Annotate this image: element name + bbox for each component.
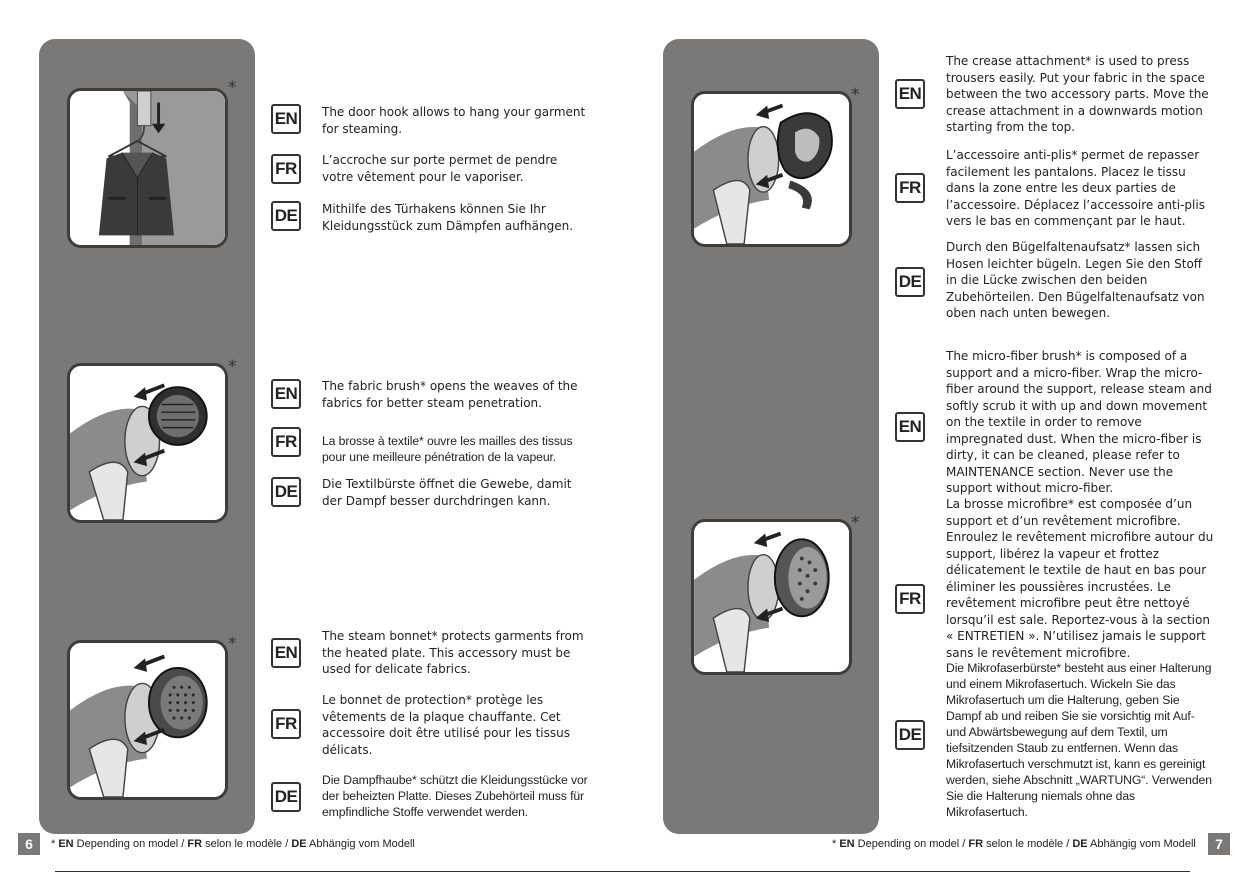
- door-hook-icon: [70, 91, 225, 245]
- steam-bonnet-illustration: [67, 640, 228, 800]
- lang-badge-en: EN: [271, 379, 301, 409]
- micro-fiber-brush-text-de: Die Mikrofaserbürste* besteht aus einer Halterung und einem Mikrofasertuch. Wickeln Sie das Mikrofasertuch um die Halterung, geben Sie Dampf ab und reiben Sie sie vorsichtig mit Auf- und Abwärtsbewegung auf dem Textil, um tiefsitzenden Staub zu entfernen. Wenn das Mikrofasertuch verschmutzt ist, kann es gereinigt werden, siehe Abschnitt „WARTUNG“. Verwenden Sie die Halterung niemals ohne das Mikrofasertuch.: [946, 661, 1212, 819]
- asterisk: *: [228, 357, 237, 377]
- lang-badge-de: DE: [895, 267, 925, 297]
- lang-badge-de: DE: [895, 720, 925, 750]
- micro-fiber-brush-text-fr: La brosse microfibre* est composée d’un support et d’un revêtement microfibre. Enroulez le revêtement microfibre autour du support, libérez la vapeur et frottez délicatement le textile de haut en bas pour éliminer les poussières incrustées. Le revêtement microfibre peut être nettoyé lorsqu’il est sale. Reportez-vous à la section « ENTRETIEN ». N’utilisez jamais le support sans le revêtement microfibre.: [946, 497, 1214, 660]
- fabric-brush-text-en: The fabric brush* opens the weaves of the fabrics for better steam penetration.: [322, 379, 578, 410]
- fabric-brush-text-fr: La brosse à textile* ouvre les mailles des tissus pour une meilleure pénétration de la vapeur.: [322, 434, 573, 464]
- lang-badge-en: EN: [271, 104, 301, 134]
- door-hook-illustration: [67, 88, 228, 248]
- lang-badge-fr: FR: [271, 154, 301, 184]
- steam-bonnet-text-fr: Le bonnet de protection* protège les vêtements de la plaque chauffante. Cet accessoire doit être utilisé pour les tissus délicats.: [322, 693, 571, 757]
- lang-badge-fr: FR: [271, 427, 301, 457]
- door-hook-text-de: Mithilfe des Türhakens können Sie Ihr Kleidungsstück zum Dämpfen aufhängen.: [322, 202, 574, 233]
- lang-badge-en: EN: [895, 412, 925, 442]
- micro-fiber-brush-text-en: The micro-fiber brush* is composed of a support and a micro-fiber. Wrap the micro-fiber around the support, release steam and softly scrub it with up and down movement on the textile in order to remove impregnated dust. When the micro-fiber is dirty, it can be cleaned, please refer to MAINTENANCE section. Never use the support without micro-fiber.: [946, 349, 1212, 495]
- lang-badge-de: DE: [271, 782, 301, 812]
- asterisk: *: [228, 634, 237, 654]
- asterisk: *: [851, 85, 860, 105]
- footnote-fr-text: selon le modèle /: [983, 838, 1073, 850]
- fabric-brush-illustration: [67, 363, 228, 523]
- asterisk: *: [228, 78, 237, 98]
- footnote-star: *: [832, 838, 837, 850]
- fabric-brush-icon: [70, 366, 225, 520]
- footnote-de-text: Abhängig vom Modell: [306, 838, 415, 850]
- bottom-rule: [55, 871, 1190, 872]
- footnote-en-text: Depending on model /: [854, 838, 969, 850]
- footnote-de-code: DE: [291, 838, 307, 850]
- steam-bonnet-text-en: The steam bonnet* protects garments from the heated plate. This accessory must be used for delicate fabrics.: [322, 629, 584, 676]
- footnote-fr-code: FR: [968, 838, 984, 850]
- lang-badge-de: DE: [271, 477, 301, 507]
- crease-attachment-illustration: [691, 91, 852, 247]
- door-hook-text-fr: L’accroche sur porte permet de pendre votre vêtement pour le vaporiser.: [322, 153, 558, 184]
- footnote-left: [51, 838, 415, 850]
- lang-badge-fr: FR: [895, 584, 925, 614]
- footnote-fr-code: FR: [187, 838, 203, 850]
- footnote-fr-text: selon le modèle /: [202, 838, 292, 850]
- footnote-en-text: Depending on model /: [73, 838, 188, 850]
- footnote-right: [832, 838, 1196, 850]
- crease-attachment-text-de: Durch den Bügelfaltenaufsatz* lassen sich Hosen leichter bügeln. Legen Sie den Stoff in die Lücke zwischen den beiden Zubehörteilen. Den Bügelfaltenaufsatz von oben nach unten bewegen.: [946, 240, 1205, 320]
- lang-badge-en: EN: [895, 79, 925, 109]
- lang-badge-fr: FR: [271, 709, 301, 739]
- footnote-de-text: Abhängig vom Modell: [1087, 838, 1196, 850]
- micro-fiber-brush-icon: [694, 522, 849, 672]
- lang-badge-de: DE: [271, 201, 301, 231]
- steam-bonnet-text-de: Die Dampfhaube* schützt die Kleidungsstücke vor der beheizten Platte. Dieses Zubehörteil muss für empfindliche Stoffe verwendet werden.: [322, 773, 588, 819]
- footnote-star: *: [51, 838, 56, 850]
- crease-attachment-text-en: The crease attachment* is used to press trousers easily. Put your fabric in the space between the two accessory parts. Move the crease attachment in a downwards motion starting from the top.: [946, 54, 1209, 134]
- crease-attachment-text-fr: L’accessoire anti-plis* permet de repasser facilement les pantalons. Placez le tissu dans la zone entre les deux parties de l’accessoire. Déplacez l’accessoire anti-plis vers le bas en commençant par le haut.: [946, 148, 1205, 228]
- footnote-en-code: EN: [58, 838, 74, 850]
- lang-badge-en: EN: [271, 638, 301, 668]
- door-hook-text-en: The door hook allows to hang your garment for steaming.: [322, 105, 586, 136]
- page-number-left: 6: [18, 833, 40, 855]
- crease-attachment-icon: [694, 94, 849, 244]
- asterisk: *: [851, 513, 860, 533]
- footnote-de-code: DE: [1072, 838, 1088, 850]
- lang-badge-fr: FR: [895, 173, 925, 203]
- steam-bonnet-icon: [70, 643, 225, 797]
- footnote-en-code: EN: [839, 838, 855, 850]
- micro-fiber-brush-illustration: [691, 519, 852, 675]
- fabric-brush-text-de: Die Textilbürste öffnet die Gewebe, damit der Dampf besser durchdringen kann.: [322, 477, 572, 508]
- page-number-right: 7: [1208, 833, 1230, 855]
